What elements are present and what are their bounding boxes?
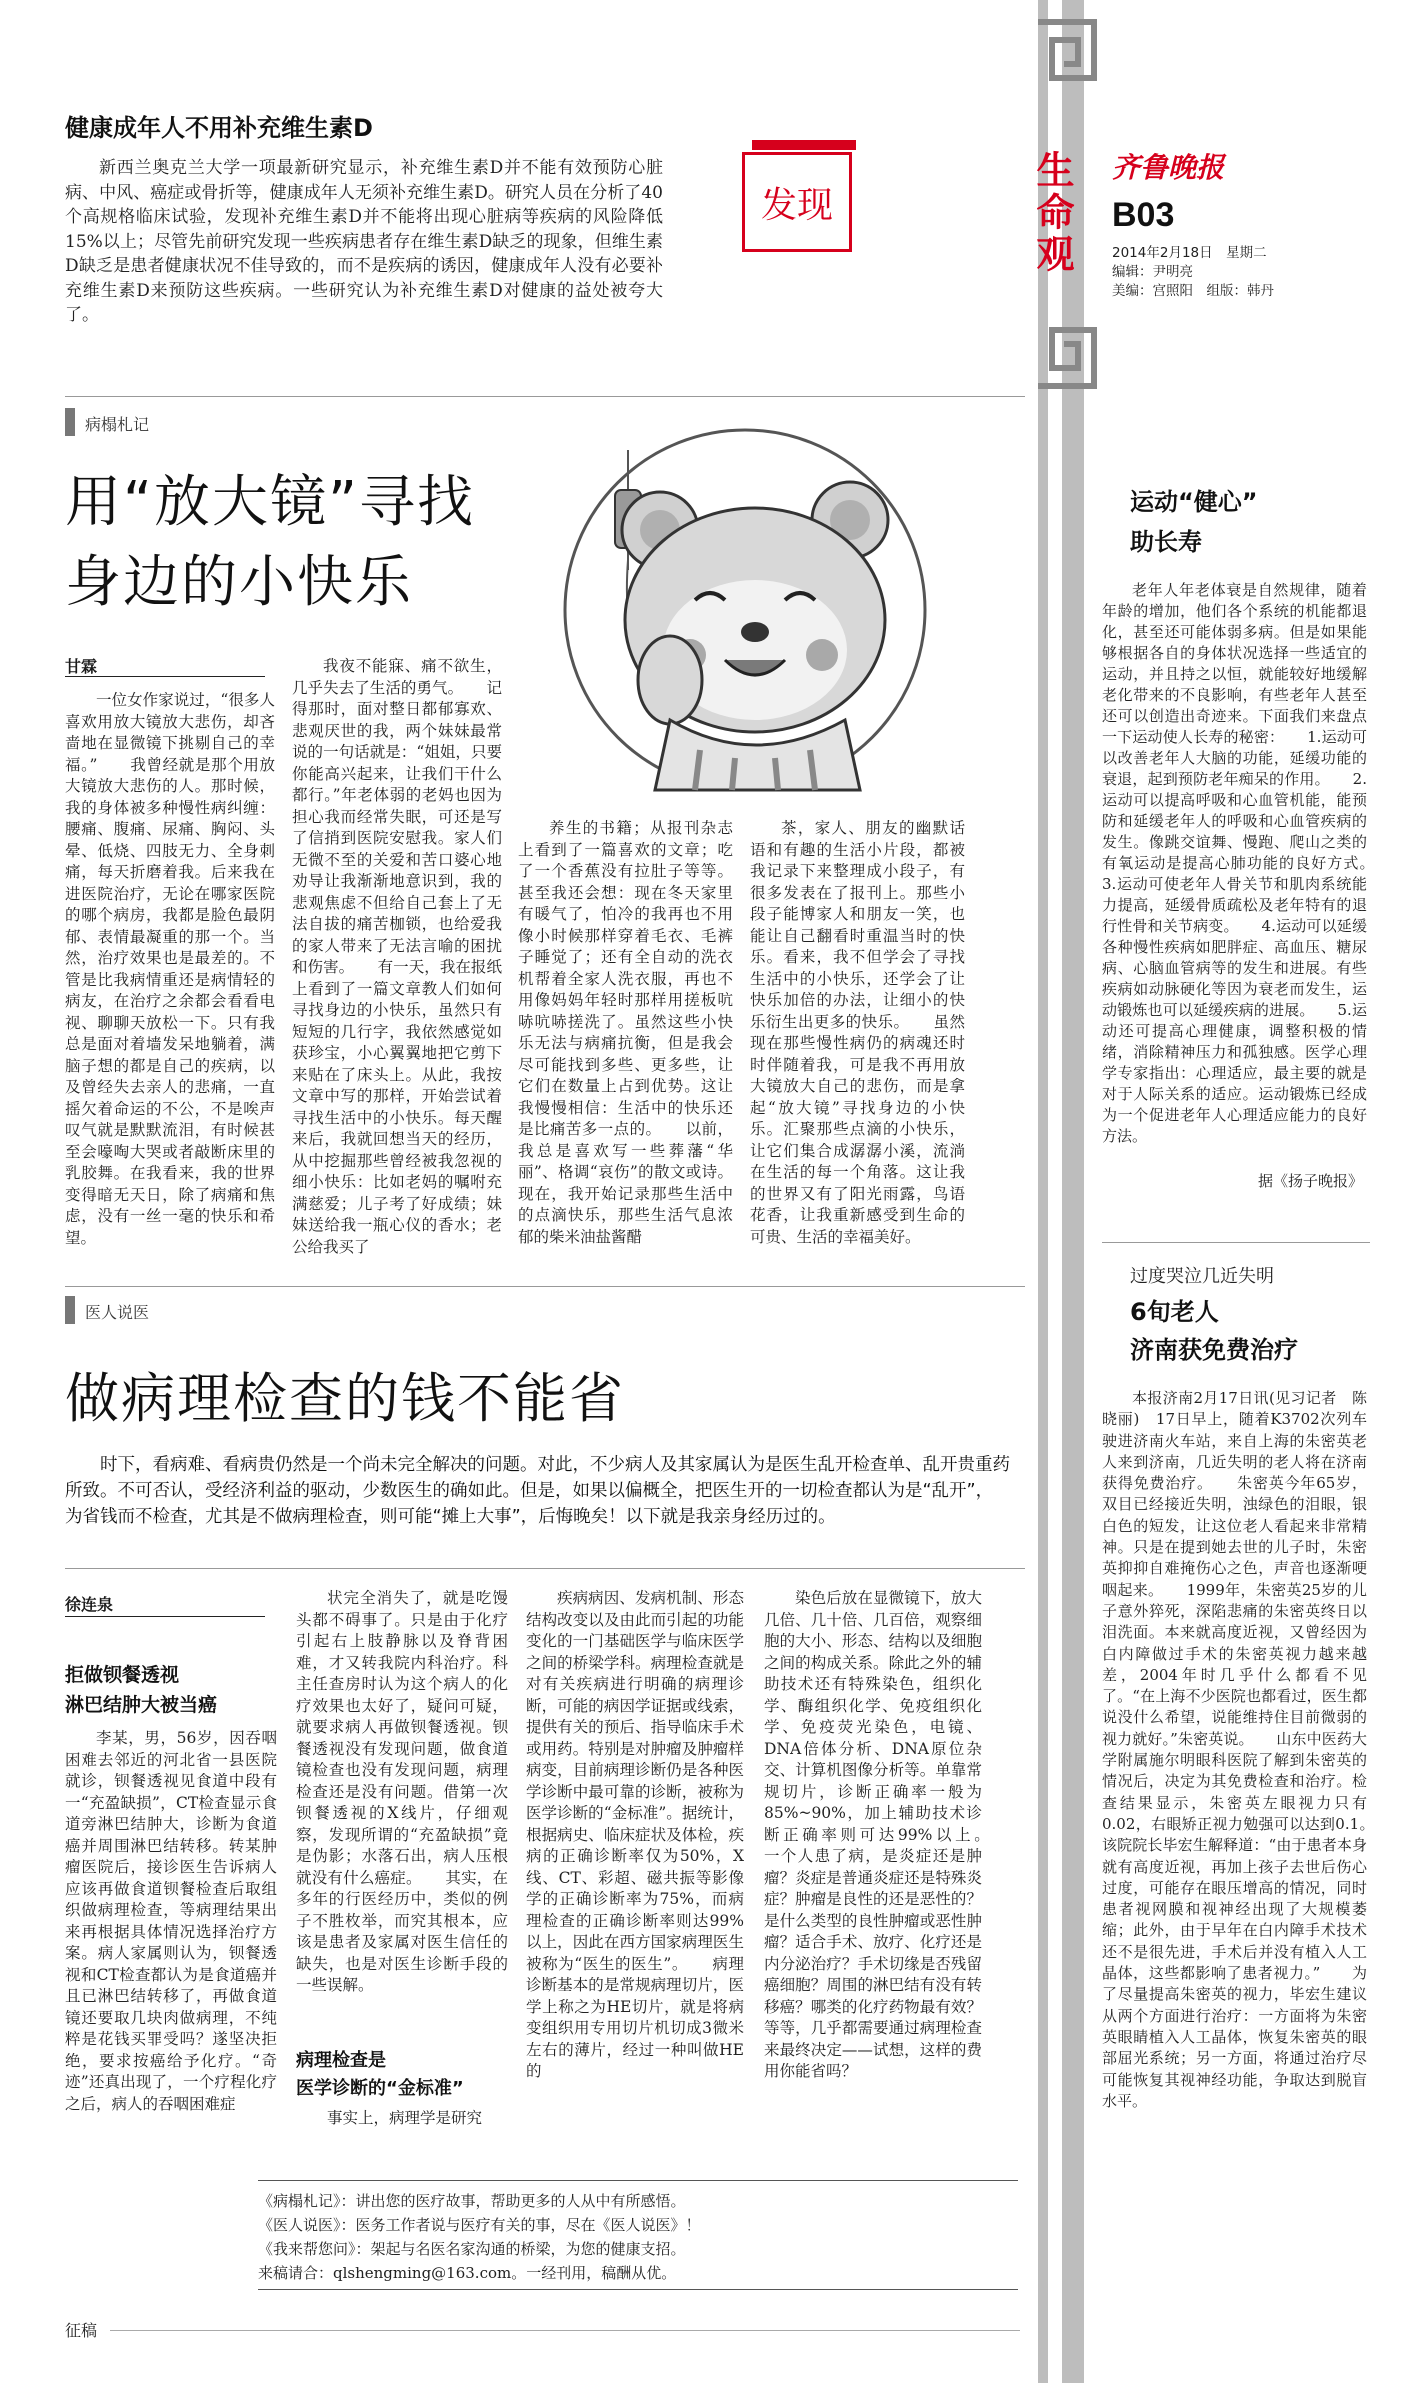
- footer-line2: 《医人说医》：医务工作者说与医疗有关的事，尽在《医人说医》！: [258, 2216, 701, 2234]
- sidebar1-title-line2: 助长寿: [1130, 528, 1202, 556]
- article2-lead: 时下，看病难、看病贵仍然是一个尚未完全解决的问题。对此，不少病人及其家属认为是医生乱开检查单、乱开贵重药所致。不可否认，受经济利益的驱动，少数医生的确如此。但是，如果以偏概全，把医生开的一切检查都认为是“乱开”，为省钱而不检查，尤其是不做病理检查，则可能“摊上大事”，后悔晚矣！以下就是我亲身经历过的。: [65, 1455, 1010, 1527]
- meander-ornament-top: [1038, 18, 1098, 88]
- discover-badge-label: 发现: [760, 184, 833, 226]
- article1-author: 甘霖: [65, 657, 98, 676]
- discover-body: 新西兰奥克兰大学一项最新研究显示，补充维生素D并不能有效预防心脏病、中风、癌症或骨折等，健康成年人无须补充维生素D。研究人员在分析了40个高规格临床试验，发现补充维生素D并不能将出现心脏病等疾病的风险降低15%以上；尽管先前研究发现一些疾病患者存在维生素D缺乏的现象，但维生素D缺乏是患者健康状况不佳导致的，而不是疾病的诱因，健康成年人没有必要补充维生素D来预防这些疾病。一些研究认为补充维生素D对健康的益处被夸大了。: [65, 158, 663, 325]
- sidebar2-body: 本报济南2月17日讯(见习记者 陈晓丽) 17日早上，随着K3702次列车驶进济南火车站，来自上海的朱密英老人来到济南，几近失明的老人将在济南获得免费治疗。 朱密英今年65岁，双目已经接近失明，浊绿色的泪眼，银白色的短发，让这位老人看起来非常精神。只是在提到她去世的儿子时，朱密英抑抑自难掩伤心之色，声音也逐渐哽咽起来。 1999年，朱密英25岁的儿子意外猝死，深陷悲痛的朱密英终日以泪洗面。本来就高度近视，又曾经因为白内障做过手术的朱密英视力越来越差，2004年时几乎什么都看不见了。“在上海不少医院也都看过，医生都说没什么希望，说能维持住目前微弱的视力就好。”朱密英说。 山东中医药大学附属施尔明眼科医院了解到朱密英的情况后，决定为其免费检查和治疗。检查结果显示，朱密英左眼视力只有0.02，右眼矫正视力勉强可以达到0.1。 该院院长毕宏生解释道：“由于患者本身就有高度近视，再加上孩子去世后伤心过度，可能存在眼压增高的情况，同时患者视网膜和视神经出现了大规模萎缩；此外，由于早年在白内障手术技术还不是很先进，手术后并没有植入人工晶体，这些都影响了患者视力。” 为了尽量提高朱密英的视力，毕宏生建议从两个方面进行治疗：一方面将为朱密英眼睛植入人工晶体，恢复朱密英的眼部屈光系统；另一方面，将通过治疗尽可能恢复其视神经功能，争取达到脱盲水平。: [1102, 1389, 1398, 2110]
- footer-line4: 来稿请合：qlshengming@163.com。一经刊用，稿酬从优。: [258, 2264, 677, 2282]
- sidebar2-title-line2: 济南获免费治疗: [1130, 1336, 1298, 1364]
- newspaper-name: 齐鲁晚报: [1112, 151, 1225, 184]
- sidebar1-source: 据《扬子晚报》: [1258, 1172, 1364, 1190]
- divider-top: [65, 396, 1025, 397]
- article1-col3: 养生的书籍；从报刊杂志上看到了一篇喜欢的文章；吃了一个香蕉没有拉肚子等等。甚至我还会想：现在冬天家里有暖气了，怕冷的我再也不用像小时候那样穿着毛衣、毛裤子睡觉了；还有全自动的洗衣机帮着全家人洗衣服，再也不用像妈妈年轻时那样用搓板吭哧吭哧搓洗了。虽然这些小快乐无法与病痛抗衡，但是我会尽可能找到多些、更多些，让它们在数量上占到优势。这让我慢慢相信：生活中的快乐还是比痛苦多一点的。 以前，我总是喜欢写一些葬藩“华丽”、格调“哀伤”的散文或诗。现在，我开始记录那些生活中的点滴快乐，那些生活气息浓郁的柴米油盐酱醋: [518, 819, 733, 1246]
- discover-badge: [742, 152, 852, 252]
- discover-badge-bar: [752, 140, 856, 150]
- author2-underline: [65, 1616, 265, 1617]
- article1-col2: 我夜不能寐、痛不欲生，几乎失去了生活的勇气。 记得那时，面对整日都郁寡欢、悲观厌世的我，两个妹妹最常说的一句话就是：“姐姐，只要你能高兴起来，让我们干什么都行。”年老体弱的老妈也因为担心我而经常失眠，可还是写了信捎到医院安慰我。家人们无微不至的关爱和苦口婆心地劝导让我渐渐地意识到，我的悲观焦虑不但给自己套上了无法自拔的痛苦枷锁，也给爱我的家人带来了无法言喻的困扰和伤害。 有一天，我在报纸上看到了一篇文章教人们如何寻找身边的小快乐，虽然只有短短的几行字，我依然感觉如获珍宝，小心翼翼地把它剪下来贴在了床头上。从此，我按文章中写的那样，开始尝试着寻找生活中的小快乐。每天醒来后，我就回想当天的经历，从中挖掘那些曾经被我忽视的细小快乐：比如老妈的嘱咐充满慈爱；儿子考了好成绩；妹妹送给我一瓶心仪的香水；老公给我买了: [292, 657, 502, 1256]
- article2-author: 徐连泉: [65, 1595, 114, 1614]
- article2-col2: 状完全消失了，就是吃馒头都不碍事了。只是由于化疗引起右上肢静脉以及脊背困难，才又转我院内科治疗。科主任查房时认为这个病人的化疗效果也太好了，疑问可疑，就要求病人再做钡餐透视。钡餐透视没有发现问题，做食道镜检查也没有发现问题，病理检查还是没有问题。借第一次钡餐透视的X线片，仔细观察，发现所谓的“充盈缺损”竟是伪影；水落石出，病人压根就没有什么癌症。 其实，在多年的行医经历中，类似的例子不胜枚举，而究其根本，应该是患者及家属对医生信任的缺失，也是对医生诊断手段的一些误解。: [296, 1589, 508, 1994]
- sidebar-divider: [1102, 1242, 1370, 1243]
- sidebar2-title-line1: 6旬老人: [1130, 1298, 1219, 1326]
- discover-title: 健康成年人不用补充维生素D: [65, 114, 373, 142]
- article1-col1: 一位女作家说过，“很多人喜欢用放大镜放大悲伤，却吝啬地在显微镜下挑剔自己的幸福。” 我曾经就是那个用放大镜放大悲伤的人。那时候，我的身体被多种慢性病纠缠：腰痛、腹痛、尿痛、胸闷、头晕、低烧、四肢无力、全身刺痛，每天折磨着我。后来我在进医院治疗，无论在哪家医院的哪个病房，我都是脸色最阴郁、表情最凝重的那一个。当然，治疗效果也是最差的。不管是比我病情重还是病情轻的病友，在治疗之余都会看看电视、聊聊天放松一下。只有我总是面对着墙发呆地躺着，满脑子想的都是自己的疾病，以及曾经失去亲人的悲痛，一直摇欠着命运的不公，不是唉声叹气就是默默流泪，有时候甚至会嚎啕大哭或者敲断床里的乳胶舞。在我看来，我的世界变得暗无天日，除了病痛和焦虑，没有一丝一毫的快乐和希望。: [65, 691, 275, 1247]
- footer-line3: 《我来帮您问》：架起与名医名家沟通的桥梁，为您的健康支招。: [258, 2240, 686, 2258]
- article1-tag: 病榻札记: [65, 412, 149, 435]
- page-number: B03: [1112, 196, 1175, 234]
- article1-col4: 茶，家人、朋友的幽默话语和有趣的生活小片段，都被我记录下来整理成小段子，有很多发表在了报刊上。那些小段子能博家人和朋友一笑，也能让自己翻看时重温当时的快乐。看来，我不但学会了寻找生活中的小快乐，还学会了让快乐加倍的办法，让细小的快乐衍生出更多的快乐。 虽然现在那些慢性病仍的病魂还时时伴随着我，可是我不再用放大镜放大自己的悲伤，而是拿起“放大镜”寻找身边的小快乐。汇聚那些点滴的小快乐，让它们集合成潺潺小溪，流淌在生活的每一个角落。这让我的世界又有了阳光雨露，鸟语花香，让我重新感受到生命的可贵、生活的幸福美好。: [750, 819, 965, 1246]
- editor-credit: 编辑：尹明亮: [1112, 264, 1193, 280]
- article1-title-line2: 身边的小快乐: [65, 550, 413, 615]
- meander-ornament-bottom: [1038, 320, 1098, 390]
- article2-col1: 李某，男，56岁，因吞咽困难去邻近的河北省一县医院就诊，钡餐透视见食道中段有一“充盈缺损”，CT检查显示食道旁淋巴结肿大，诊断为食道癌并周围淋巴结转移。转某肿瘤医院后，接诊医生告诉病人应该再做食道钡餐检查后取组织做病理检查，等病理结果出来再根据具体情况选择治疗方案。病人家属则认为，钡餐透视和CT检查都认为是食道癌并且已淋巴结转移了，再做食道镜还要取几块肉做病理，不纯粹是花钱买罪受吗？遂坚决拒绝，要求按癌给予化疗。“奇迹”还真出现了，一个疗程化疗之后，病人的吞咽困难症: [65, 1729, 277, 2113]
- article2-col2-tail: 事实上，病理学是研究: [327, 2109, 483, 2127]
- divider-middle: [65, 1286, 1025, 1287]
- call-for-submissions: [258, 2180, 1018, 2290]
- article2-col3: 疾病病因、发病机制、形态结构改变以及由此而引起的功能变化的一门基础医学与临床医学之间的桥梁学科。病理检查就是对有关疾病进行明确的病理诊断，可能的病因学证据或线索，提供有关的预后、指导临床手术或用药。特别是对肿瘤及肿瘤样病变，目前病理诊断仍是各种医学诊断中最可靠的诊断，被称为医学诊断的“金标准”。据统计，根据病史、临床症状及体检，疾病的正确诊断率仅为50%，X线、CT、彩超、磁共振等影像学的正确诊断率为75%，而病理检查的正确诊断率则达99%以上，因此在西方国家病理医生被称为“医生的医生”。 病理诊断基本的是常规病理切片，医学上称之为HE切片，就是将病变组织用专用切片机切成3微米左右的薄片，经过一种叫做HE的: [526, 1589, 744, 2080]
- footer-divider: [110, 2330, 1020, 2331]
- footer-label: 征稿: [65, 2321, 98, 2340]
- designer-credit: 美编：宫照阳 组版：韩丹: [1112, 283, 1274, 299]
- article2-col4: 染色后放在显微镜下，放大几倍、几十倍、几百倍，观察细胞的大小、形态、结构以及细胞之间的构成关系。除此之外的辅助技术还有特殊染色，组织化学、酶组织化学、免疫组织化学、免疫荧光染色，电镜、DNA倍体分析、DNA原位杂交、计算机图像分析等。单靠常规切片，诊断正确率一般为85%~90%，加上辅助技术诊断正确率则可达99%以上。 一个人患了病，是炎症还是肿瘤？炎症是普通炎症还是特殊炎症？肿瘤是良性的还是恶性的？是什么类型的良性肿瘤或恶性肿瘤？适合手术、放疗、化疗还是内分泌治疗？手术切缘是否残留癌细胞？周围的淋巴结有没有转移癌？哪类的化疗药物最有效？等等，几乎都需要通过病理检查来最终决定——试想，这样的费用你能省吗？: [764, 1589, 1014, 2080]
- article2-title: 做病理检查的钱不能省: [65, 1367, 625, 1430]
- bear-illustration: [560, 410, 930, 810]
- article1-title-line1: 用“放大镜”寻找: [65, 470, 476, 535]
- subhead2-line1: 病理检查是: [296, 2050, 386, 2071]
- sidebar1-title-line1: 运动“健心”: [1130, 488, 1258, 516]
- section-title: 生命观: [1030, 150, 1075, 276]
- divider-lead: [65, 1568, 1025, 1569]
- footer-line1: 《病榻札记》：讲出您的医疗故事，帮助更多的人从中有所感悟。: [258, 2192, 686, 2210]
- author-underline: [65, 676, 265, 677]
- sidebar2-kicker: 过度哭泣几近失明: [1130, 1266, 1274, 1287]
- issue-date: 2014年2月18日 星期二: [1112, 245, 1267, 261]
- sidebar1-body: 老年人年老体衰是自然规律，随着年龄的增加，他们各个系统的机能都退化，甚至还可能体弱多病。但是如果能够根据各自的身体状况选择一些适宜的运动，并且持之以恒，就能较好地缓解老化带来的不良影响，有些老年人甚至还可以创造出奇迹来。下面我们来盘点一下运动使人长寿的秘密： 1.运动可以改善老年人大脑的功能，延缓功能的衰退，起到预防老年痴呆的作用。 2.运动可以提高呼吸和心血管机能，能预防和延缓老年人的呼吸和心血管疾病的发生。像跳交谊舞、慢跑、爬山之类的有氧运动是提高心肺功能的良好方式。 3.运动可使老年人骨关节和肌肉系统能力提高，延缓骨质疏松及老年特有的退行性骨和关节病变。 4.运动可以延缓各种慢性疾病如肥胖症、高血压、糖尿病、心脑血管病等的发生和进展。有些疾病如动脉硬化等因为衰老而发生，运动锻炼也可以延缓疾病的进展。 5.运动还可提高心理健康，调整积极的情绪，消除精神压力和孤独感。医学心理学专家指出：心理适应，最主要的就是对于人际关系的适应。运动锻炼已经成为一个促进老年人心理适应能力的良好方法。: [1102, 581, 1398, 1145]
- subhead2-line2: 医学诊断的“金标准”: [296, 2078, 464, 2099]
- subhead1-line2: 淋巴结肿大被当癌: [65, 1694, 218, 1716]
- subhead1-line1: 拒做钡餐透视: [65, 1664, 180, 1686]
- article2-tag: 医人说医: [65, 1300, 149, 1323]
